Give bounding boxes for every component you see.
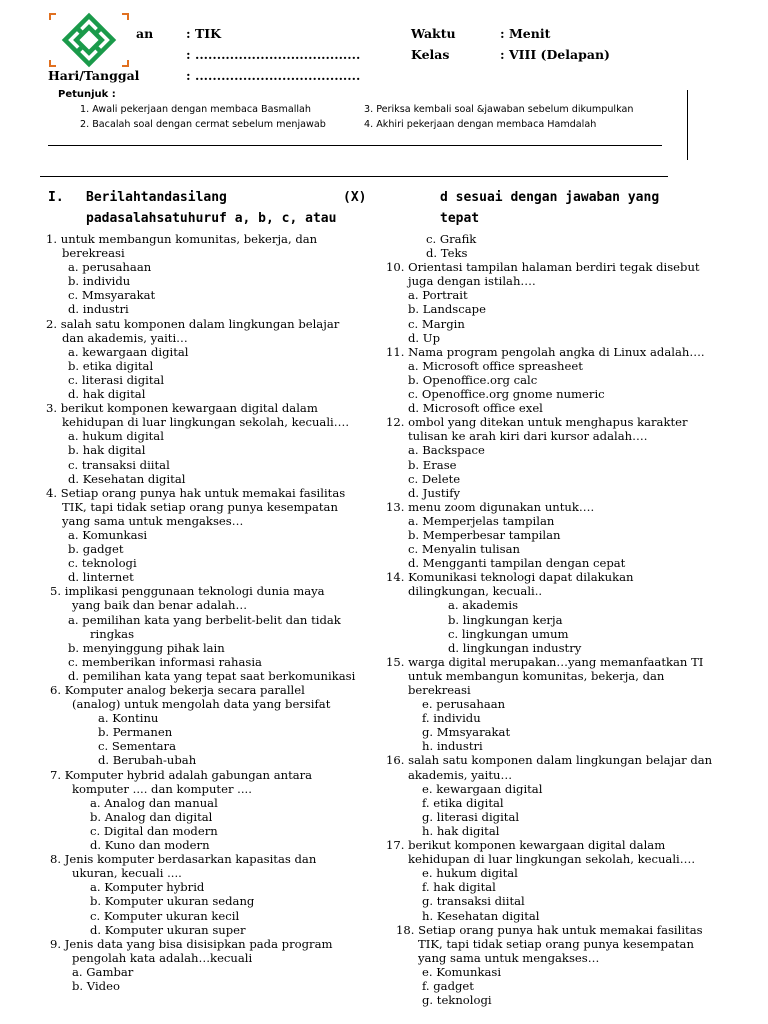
- question-line: 8. Jenis komputer berdasarkan kapasitas dan: [50, 852, 317, 867]
- question-line: c. teknologi: [68, 556, 137, 571]
- question-line: yang sama untuk mengakses…: [418, 950, 600, 965]
- mapel-value: : TIK: [186, 26, 221, 41]
- question-line: d. Mengganti tampilan dengan cepat: [408, 556, 626, 571]
- question-line: a. hukum digital: [68, 429, 164, 444]
- question-line: yang sama untuk mengakses…: [62, 513, 244, 528]
- petunjuk-item-3: 3. Periksa kembali soal &jawaban sebelum dikumpulkan: [364, 104, 634, 115]
- question-line: b. gadget: [68, 542, 124, 557]
- question-line: ringkas: [90, 626, 135, 641]
- hari-tanggal-value: : ......................................: [186, 68, 361, 83]
- petunjuk-item-1: 1. Awali pekerjaan dengan membaca Basmallah: [80, 104, 311, 115]
- question-line: c. transaksi diital: [68, 457, 170, 472]
- question-line: h. hak digital: [422, 823, 500, 838]
- question-line: h. industri: [422, 739, 483, 754]
- petunjuk-item-2: 2. Bacalah soal dengan cermat sebelum menjawab: [80, 119, 326, 130]
- question-line: f. hak digital: [422, 880, 496, 895]
- question-line: c. Grafik: [426, 232, 477, 246]
- question-line: a. Komunkasi: [68, 527, 148, 542]
- question-line: c. literasi digital: [68, 372, 165, 387]
- header-divider: [48, 145, 662, 146]
- question-line: 10. Orientasi tampilan halaman berdiri tegak disebut: [386, 260, 700, 275]
- question-line: f. etika digital: [422, 795, 504, 810]
- question-line: d. hak digital: [68, 387, 146, 402]
- question-line: a. pemilihan kata yang berbelit-belit dan tidak: [68, 612, 341, 627]
- question-line: (analog) untuk mengolah data yang bersifat: [72, 697, 331, 712]
- question-line: b. Landscape: [408, 302, 486, 317]
- question-line: 9. Jenis data yang bisa disisipkan pada program: [50, 936, 333, 951]
- blank-field-value: : ......................................: [186, 47, 361, 62]
- question-line: a. kewargaan digital: [68, 344, 189, 359]
- question-line: f. gadget: [422, 978, 474, 993]
- question-line: b. Permanen: [98, 725, 173, 740]
- section-heading-part-3: d sesuai dengan jawaban yang: [440, 190, 660, 205]
- question-line: TIK, tapi tidak setiap orang punya kesempatan: [62, 499, 338, 514]
- question-line: juga dengan istilah….: [408, 274, 536, 289]
- question-line: e. Komunkasi: [422, 964, 502, 979]
- question-line: a. Kontinu: [98, 711, 159, 726]
- question-line: 7. Komputer hybrid adalah gabungan antara: [50, 767, 313, 782]
- question-line: f. individu: [422, 711, 481, 726]
- question-line: yang baik dan benar adalah…: [72, 598, 248, 613]
- section-heading-part-1: Berilahtandasilang: [86, 190, 227, 205]
- question-line: e. perusahaan: [422, 697, 506, 712]
- question-line: c. lingkungan umum: [448, 626, 569, 641]
- question-line: d. Microsoft office exel: [408, 401, 543, 416]
- question-line: 4. Setiap orang punya hak untuk memakai fasilitas: [46, 485, 346, 500]
- section-heading-part-5: tepat: [440, 211, 480, 226]
- question-line: 17. berikut komponen kewargaan digital dalam: [386, 838, 666, 853]
- question-line: d. Berubah-ubah: [98, 753, 197, 768]
- question-line: c. Menyalin tulisan: [408, 542, 520, 557]
- question-line: e. hukum digital: [422, 866, 518, 881]
- question-line: dilingkungan, kecuali..: [408, 584, 543, 599]
- question-line: a. perusahaan: [68, 260, 152, 275]
- question-line: e. kewargaan digital: [422, 781, 543, 796]
- question-line: g. literasi digital: [422, 809, 520, 824]
- question-line: 2. salah satu komponen dalam lingkungan belajar: [46, 316, 340, 331]
- question-line: c. Digital dan modern: [90, 823, 218, 838]
- question-line: a. Microsoft office spreasheet: [408, 358, 583, 373]
- question-line: tulisan ke arah kiri dari kursor adalah….: [408, 429, 648, 444]
- question-line: 3. berikut komponen kewargaan digital dalam: [46, 401, 318, 416]
- question-line: 1. untuk membangun komunitas, bekerja, dan: [46, 232, 318, 246]
- question-line: a. Portrait: [408, 288, 468, 303]
- mapel-label: an: [136, 26, 154, 41]
- question-line: 18. Setiap orang punya hak untuk memakai fasilitas: [396, 922, 703, 937]
- question-line: b. Analog dan digital: [90, 809, 213, 824]
- question-line: dan akademis, yaiti…: [62, 330, 188, 345]
- question-line: komputer .... dan komputer ....: [72, 781, 252, 796]
- petunjuk-title: Petunjuk :: [58, 89, 116, 100]
- question-line: d. lingkungan industry: [448, 640, 582, 655]
- question-line: kehidupan di luar lingkungan sekolah, kecuali….: [62, 415, 350, 430]
- waktu-value: : Menit: [500, 26, 551, 41]
- question-line: d. pemilihan kata yang tepat saat berkomunikasi: [68, 668, 356, 683]
- question-line: akademis, yaitu…: [408, 767, 513, 782]
- question-line: 11. Nama program pengolah angka di Linux adalah….: [386, 344, 705, 359]
- question-line: d. Kesehatan digital: [68, 471, 186, 486]
- question-line: kehidupan di luar lingkungan sekolah, kecuali….: [408, 852, 696, 867]
- question-line: 5. implikasi penggunaan teknologi dunia maya: [50, 584, 325, 599]
- question-column-right: [0, 232, 712, 1007]
- question-line: untuk membangun komunitas, bekerja, dan: [408, 668, 665, 683]
- question-line: b. Video: [72, 978, 120, 993]
- question-line: berekreasi: [408, 683, 471, 697]
- school-logo: [48, 12, 130, 68]
- question-line: a. Memperjelas tampilan: [408, 513, 555, 528]
- question-line: b. etika digital: [68, 358, 154, 373]
- question-line: b. lingkungan kerja: [448, 612, 563, 627]
- question-line: 15. warga digital merupakan…yang memanfaatkan TI: [386, 654, 704, 669]
- question-line: c. Mmsyarakat: [68, 288, 156, 303]
- question-line: d. industri: [68, 302, 129, 317]
- question-line: d. Kuno dan modern: [90, 838, 210, 853]
- question-line: c. Margin: [408, 316, 465, 331]
- question-line: b. individu: [68, 274, 131, 289]
- question-line: d. Teks: [426, 246, 468, 261]
- question-line: b. Openoffice.org calc: [408, 372, 538, 387]
- question-line: a. Backspace: [408, 443, 485, 458]
- question-line: 14. Komunikasi teknologi dapat dilakukan: [386, 570, 634, 585]
- hari-tanggal-label: Hari/Tanggal: [48, 68, 140, 83]
- question-line: c. Sementara: [98, 739, 177, 754]
- question-line: c. Delete: [408, 471, 461, 486]
- question-line: a. Komputer hybrid: [90, 880, 205, 895]
- petunjuk-item-4: 4. Akhiri pekerjaan dengan membaca Hamdalah: [364, 119, 597, 130]
- question-line: pengolah kata adalah…kecuali: [72, 950, 253, 965]
- question-line: c. memberikan informasi rahasia: [68, 654, 262, 669]
- question-line: c. Openoffice.org gnome numeric: [408, 387, 605, 402]
- kelas-label: Kelas: [411, 47, 450, 62]
- question-line: a. Gambar: [72, 964, 134, 979]
- question-line: h. Kesehatan digital: [422, 908, 540, 923]
- question-line: g. transaksi diital: [422, 894, 525, 909]
- question-line: 16. salah satu komponen dalam lingkungan belajar dan: [386, 753, 713, 768]
- question-line: d. Up: [408, 330, 440, 345]
- section-divider: [40, 176, 668, 177]
- header-vertical-rule: [687, 90, 688, 160]
- question-line: b. Memperbesar tampilan: [408, 527, 561, 542]
- question-line: a. akademis: [448, 598, 519, 613]
- question-line: d. Komputer ukuran super: [90, 922, 246, 937]
- question-line: b. Erase: [408, 457, 457, 472]
- waktu-label: Waktu: [411, 26, 456, 41]
- question-line: ukuran, kecuali ....: [72, 866, 182, 881]
- question-line: b. Komputer ukuran sedang: [90, 894, 255, 909]
- question-line: 12. ombol yang ditekan untuk menghapus karakter: [386, 415, 688, 430]
- question-line: b. menyinggung pihak lain: [68, 640, 225, 655]
- question-line: 6. Komputer analog bekerja secara parallel: [50, 683, 305, 697]
- section-heading-part-4: padasalahsatuhuruf a, b, c, atau: [86, 211, 337, 226]
- question-line: berekreasi: [62, 246, 125, 261]
- kelas-value: : VIII (Delapan): [500, 47, 610, 62]
- section-roman: I.: [48, 190, 64, 205]
- question-line: TIK, tapi tidak setiap orang punya kesempatan: [418, 936, 694, 951]
- question-line: g. Mmsyarakat: [422, 725, 511, 740]
- question-line: c. Komputer ukuran kecil: [90, 908, 240, 923]
- question-line: a. Analog dan manual: [90, 795, 218, 810]
- question-line: b. hak digital: [68, 443, 146, 458]
- question-line: 13. menu zoom digunakan untuk….: [386, 499, 595, 514]
- section-heading-part-2: (X): [343, 190, 367, 205]
- question-line: d. linternet: [68, 570, 134, 585]
- question-line: g. teknologi: [422, 993, 492, 1008]
- question-line: d. Justify: [408, 485, 461, 500]
